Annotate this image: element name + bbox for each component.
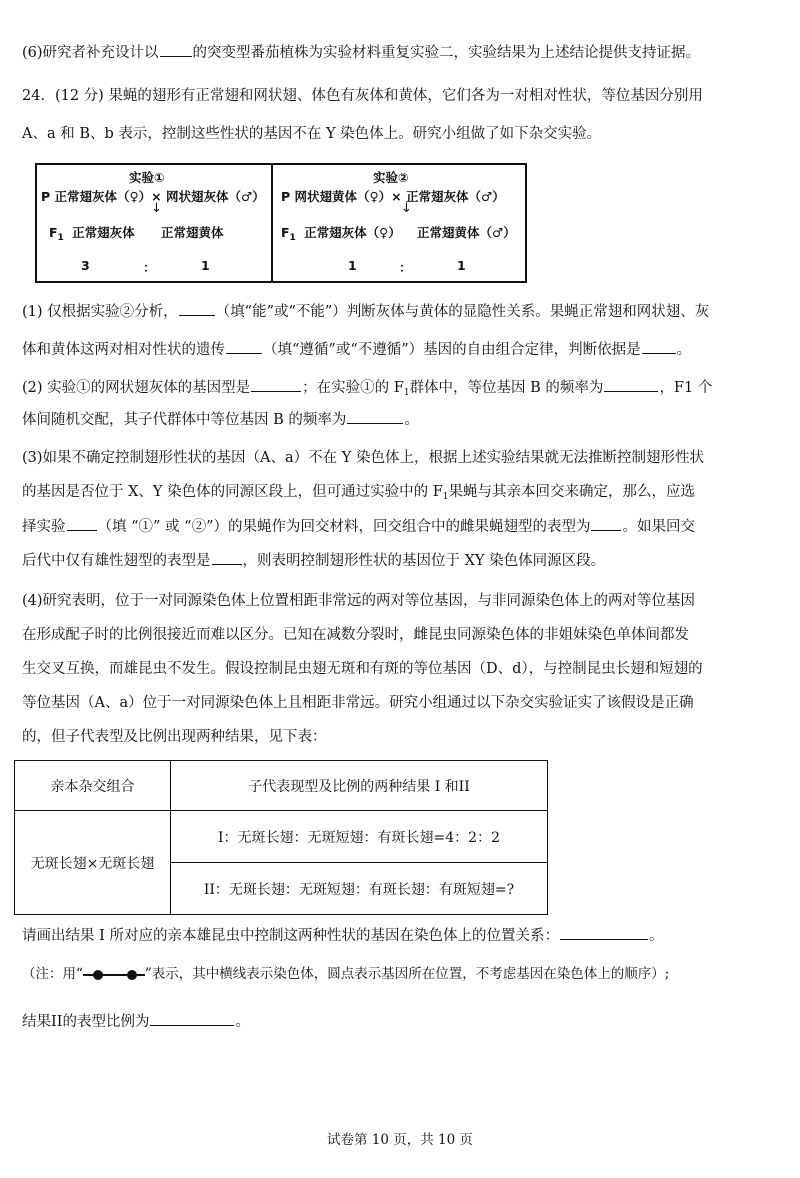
experiment-2-ratio-a: 1 (348, 258, 357, 273)
q24-part3-blank-2[interactable] (591, 516, 621, 531)
table-cell-result-2: II：无斑长翅：无斑短翅：有斑长翅：有斑短翅=? (171, 863, 548, 915)
q24-intro-line-2 (22, 124, 601, 144)
experiment-2-parents: P 网状翅黄体（♀）× 正常翅灰体（♂） (281, 189, 505, 204)
q24-part1-text-b: （填“能”或“不能”）判断灰体与黄体的显隐性关系。果蝇正常翅和网状翅、灰 (215, 304, 710, 320)
experiment-1-f1-phenotype-a: 正常翅灰体 (72, 225, 135, 240)
table-header-results: 子代表现型及比例的两种结果 I 和II (171, 761, 548, 811)
q24-part3-text-1: (3)如果不确定控制翅形性状的基因（A、a）不在 Y 染色体上，根据上述实验结果就无法推断控制翅形性状 (22, 450, 704, 466)
q24-part3-line-2 (22, 482, 695, 507)
q24-final-text: 结果II的表型比例为 (22, 1014, 150, 1030)
q24-part3-blank-1[interactable] (67, 516, 97, 531)
experiment-2-f1-sub: 1 (289, 233, 296, 243)
q24-draw-text: 请画出结果 I 所对应的亲本雄昆虫中控制这两种性状的基因在染色体上的位置关系： (22, 928, 559, 944)
experiment-1-parents: P 正常翅灰体（♀）× 网状翅灰体（♂） (41, 189, 265, 204)
experiment-1-arrow: ↓ (151, 201, 162, 216)
q24-part2-text-b: ；在实验①的 F (302, 380, 404, 396)
experiment-1-f1-sub: 1 (57, 233, 64, 243)
experiment-2-f1 (281, 223, 401, 243)
q24-part3-text-2b: 果蝇与其亲本回交来确定，那么，应选 (448, 484, 696, 500)
experiment-2-ratio-b: 1 (457, 258, 466, 273)
q24-part1-line-2 (22, 339, 691, 360)
q24-part2-line-2 (22, 409, 419, 430)
q24-part4-line-5 (22, 727, 327, 747)
q24-part4-line-2 (22, 625, 689, 645)
experiment-1-title: 实验① (129, 170, 165, 185)
q24-part4-text-4: 等位基因（A、a）位于一对同源染色体上且相距非常远。研究小组通过以下杂交实验证实了该假设是正确 (22, 695, 694, 711)
q24-part2-text-c: 群体中，等位基因 B 的频率为 (409, 380, 604, 396)
q24-draw-blank[interactable] (560, 925, 648, 940)
q24-part2-blank-1[interactable] (251, 377, 301, 392)
q24-part3-text-2a: 的基因是否位于 X、Y 染色体的同源区段上，但可通过实验中的 F (22, 484, 443, 500)
q24-part1-text-a: (1) 仅根据实验②分析， (22, 304, 178, 320)
q24-part3-text-4a: 后代中仅有雄性翅型的表型是 (22, 553, 211, 569)
q24-note-line (22, 964, 669, 984)
experiment-2-f1-phenotype-b: 正常翅黄体（♂） (417, 225, 516, 240)
q24-part1-text-c: 体和黄体这两对相对性状的遗传 (22, 342, 225, 358)
q24-part3-line-3 (22, 516, 695, 537)
q6-text-before: (6)研究者补充设计以 (22, 45, 159, 61)
cross-results-table (14, 760, 548, 915)
table-cell-result-1: I：无斑长翅：无斑短翅：有斑长翅=4：2：2 (171, 811, 548, 863)
experiment-2-f1-label: F (281, 225, 290, 240)
q24-part1-blank-3[interactable] (642, 339, 676, 354)
q24-part4-line-3 (22, 659, 703, 679)
q24-part4-text-5: 的，但子代表型及比例出现两种结果，见下表： (22, 729, 327, 745)
q24-part1-blank-2[interactable] (226, 339, 262, 354)
q24-part2-text-a: (2) 实验①的网状翅灰体的基因型是 (22, 380, 251, 396)
table-cell-cross: 无斑长翅×无斑长翅 (15, 811, 171, 915)
experiment-1-f1-phenotype-b: 正常翅黄体 (161, 225, 224, 240)
q24-final-end: 。 (235, 1014, 250, 1030)
q24-intro-line-1 (22, 86, 703, 106)
experiment-1-ratio-sep: ： (143, 260, 156, 275)
q6-answer-blank[interactable] (160, 42, 192, 57)
q24-part3-line-1 (22, 448, 704, 468)
q24-part2-blank-3[interactable] (347, 409, 403, 424)
experiment-1-f1 (49, 223, 135, 243)
q24-part4-line-4 (22, 693, 694, 713)
experiment-1-f1-label: F (49, 225, 58, 240)
q24-final-line (22, 1011, 250, 1032)
experiment-box (35, 163, 527, 283)
q24-intro-text-2: A、a 和 B、b 表示，控制这些性状的基因不在 Y 染色体上。研究小组做了如下杂交实验。 (22, 126, 602, 142)
q24-part4-line-1 (22, 591, 695, 611)
q24-note-text-a: （注：用“ (22, 966, 83, 982)
experiment-2-f1-phenotype-a: 正常翅灰体（♀） (304, 225, 401, 240)
q24-part2-text-e: 体间随机交配，其子代群体中等位基因 B 的频率为 (22, 412, 347, 428)
q24-part3-text-4b: ，则表明控制翅形性状的基因位于 XY 染色体同源区段。 (242, 553, 606, 569)
q24-part4-text-2: 在形成配子时的比例很接近而难以区分。已知在减数分裂时，雌昆虫同源染色体的非姐妹染色单体间都发 (22, 627, 689, 643)
q6-line (22, 42, 700, 63)
experiment-2-ratio-sep: ： (399, 260, 412, 275)
q24-draw-end: 。 (648, 928, 664, 944)
experiment-1-ratio-a: 3 (81, 258, 90, 273)
page-footer: 试卷第 10 页，共 10 页 (326, 1132, 474, 1148)
q24-part2-blank-2[interactable] (604, 377, 658, 392)
q24-part1-text-d: （填“遵循”或“不遵循”）基因的自由组合定律，判断依据是 (263, 342, 641, 358)
q24-note-text-b: ”表示，其中横线表示染色体，圆点表示基因所在位置，不考虑基因在染色体上的顺序）; (144, 966, 670, 982)
q24-part3-line-4 (22, 550, 605, 571)
experiment-divider (271, 165, 273, 281)
experiment-1-ratio-b: 1 (201, 258, 210, 273)
q24-final-blank[interactable] (150, 1011, 234, 1026)
table-header-cross: 亲本杂交组合 (15, 761, 171, 811)
q6-text-after: 的突变型番茄植株为实验材料重复实验二，实验结果为上述结论提供支持证据。 (192, 45, 701, 61)
experiment-2-title: 实验② (373, 170, 409, 185)
q24-part2-text-d: ，F1 个 (659, 380, 713, 396)
q24-part3-text-3c: 。如果回交 (622, 519, 695, 535)
experiment-2-arrow: ↓ (401, 201, 412, 216)
q24-part3-blank-3[interactable] (212, 550, 242, 565)
q24-intro-text-1: 24．(12 分) 果蝇的翅形有正常翅和网状翅、体色有灰体和黄体，它们各为一对相对性状，等位基因分别用 (22, 88, 703, 104)
q24-part3-sub: 1 (442, 492, 449, 502)
chromosome-symbol-icon (83, 970, 145, 980)
q24-part2-sub: 1 (403, 388, 410, 398)
q24-part2-line-1 (22, 377, 712, 403)
q24-part3-text-3a: 择实验 (22, 519, 66, 535)
q24-part1-line-1 (22, 301, 709, 322)
q24-part4-text-1: (4)研究表明，位于一对同源染色体上位置相距非常远的两对等位基因，与非同源染色体上的两对等位基因 (22, 593, 696, 609)
q24-part3-text-3b: （填 “①” 或 “②”）的果蝇作为回交材料，回交组合中的雌果蝇翅型的表型为 (97, 519, 591, 535)
q24-part1-text-e: 。 (676, 342, 692, 358)
q24-draw-line (22, 925, 663, 946)
q24-part1-blank-1[interactable] (179, 301, 215, 316)
q24-part2-text-f: 。 (404, 412, 419, 428)
q24-part4-text-3: 生交叉互换，而雄昆虫不发生。假设控制昆虫翅无斑和有斑的等位基因（D、d），与控制昆虫长翅和短翅的 (22, 661, 703, 677)
